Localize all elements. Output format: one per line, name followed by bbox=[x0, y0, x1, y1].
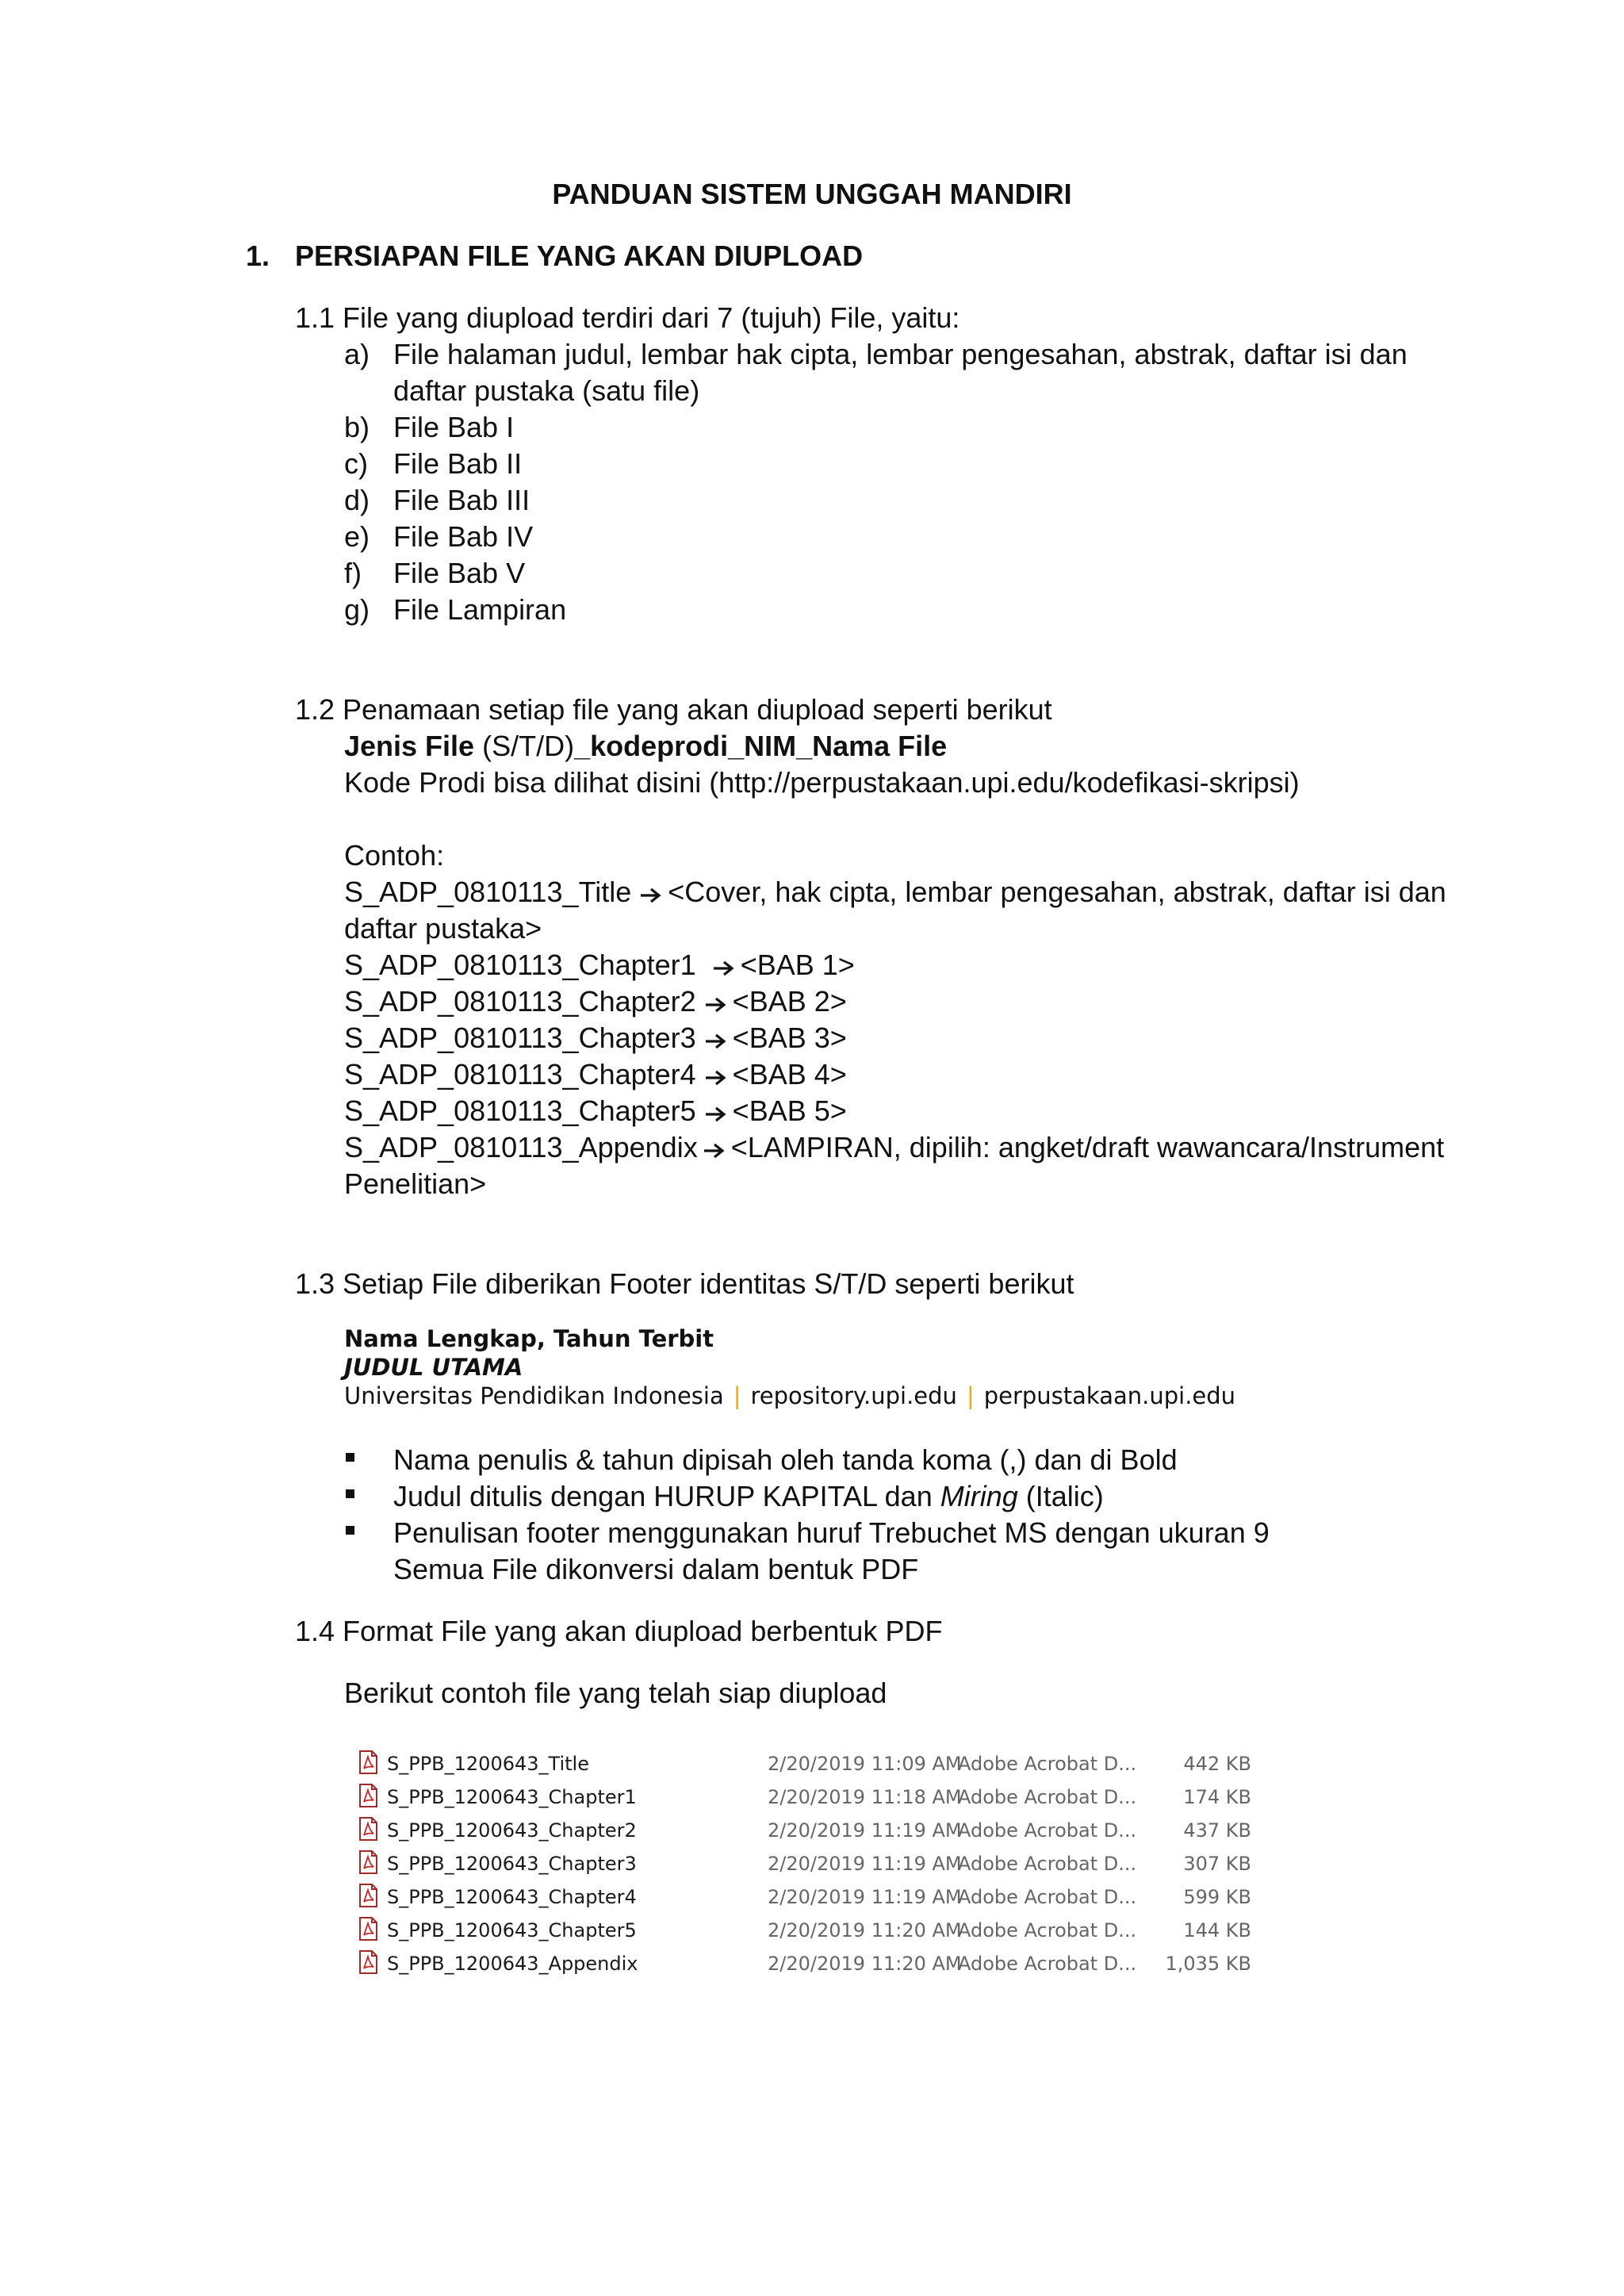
file-date: 2/20/2019 11:20 AM bbox=[768, 1919, 962, 1941]
bullet-item: Nama penulis & tahun dipisah oleh tanda koma (,) dan di Bold bbox=[393, 1443, 1178, 1476]
file-date: 2/20/2019 11:19 AM bbox=[768, 1886, 962, 1908]
example-filename: S_ADP_0810113_Chapter2 bbox=[344, 985, 696, 1018]
file-row[interactable] bbox=[354, 1846, 1266, 1880]
list-marker: e) bbox=[344, 520, 370, 553]
file-name: S_PPB_1200643_Appendix bbox=[387, 1953, 638, 1975]
list-marker: b) bbox=[344, 411, 370, 443]
example-row bbox=[344, 1056, 847, 1093]
file-date: 2/20/2019 11:18 AM bbox=[768, 1786, 962, 1808]
file-size: 174 KB bbox=[1183, 1786, 1251, 1808]
footer-sample-library: perpustakaan.upi.edu bbox=[983, 1382, 1236, 1409]
file-size: 307 KB bbox=[1183, 1853, 1251, 1875]
list-item: File Bab IV bbox=[393, 520, 534, 553]
list-item: File Lampiran bbox=[393, 593, 567, 626]
square-bullet-icon bbox=[346, 1453, 354, 1462]
section-number: 1. bbox=[246, 240, 270, 272]
footer-sample-author-year: Nama Lengkap, Tahun Terbit bbox=[344, 1325, 714, 1352]
bullet-text-italic: Miring bbox=[940, 1480, 1018, 1512]
footer-sample-separator: | bbox=[733, 1382, 741, 1409]
example-filename: S_ADP_0810113_Title bbox=[344, 876, 632, 908]
bullet-text: (Italic) bbox=[1017, 1480, 1104, 1512]
file-size: 437 KB bbox=[1183, 1819, 1251, 1842]
pdf-file-icon bbox=[355, 1816, 381, 1842]
list-marker: c) bbox=[344, 447, 368, 480]
file-date: 2/20/2019 11:19 AM bbox=[768, 1819, 962, 1842]
file-type: Adobe Acrobat D... bbox=[958, 1953, 1137, 1975]
file-row[interactable] bbox=[354, 1946, 1266, 1980]
file-name: S_PPB_1200643_Chapter1 bbox=[387, 1786, 637, 1808]
square-bullet-icon bbox=[346, 1489, 354, 1498]
page-title: PANDUAN SISTEM UNGGAH MANDIRI bbox=[552, 178, 1072, 210]
example-filename: S_ADP_0810113_Chapter4 bbox=[344, 1058, 696, 1091]
contoh-label: Contoh: bbox=[344, 839, 445, 872]
example-description: <BAB 3> bbox=[732, 1022, 847, 1054]
list-item: File halaman judul, lembar hak cipta, lembar pengesahan, abstrak, daftar isi dan bbox=[393, 338, 1408, 370]
list-marker: f) bbox=[344, 557, 362, 589]
subsection-1-2-intro: 1.2 Penamaan setiap file yang akan diupload seperti berikut bbox=[295, 693, 1052, 726]
example-description: <LAMPIRAN, dipilih: angket/draft wawancara/Instrument bbox=[730, 1131, 1445, 1163]
pdf-file-icon bbox=[355, 1883, 381, 1908]
list-item-continuation: daftar pustaka (satu file) bbox=[393, 374, 700, 407]
arrow-right-icon bbox=[704, 1032, 728, 1051]
arrow-right-icon bbox=[704, 1105, 728, 1124]
naming-format-normal: (S/T/D) bbox=[474, 730, 575, 762]
footer-sample-institution-line bbox=[344, 1382, 1296, 1410]
file-example-label: Berikut contoh file yang telah siap diupload bbox=[344, 1677, 887, 1709]
naming-format-bold-a: Jenis File bbox=[344, 730, 475, 762]
file-type: Adobe Acrobat D... bbox=[958, 1753, 1137, 1775]
footer-sample bbox=[344, 1324, 1296, 1410]
arrow-right-icon bbox=[703, 1141, 726, 1160]
file-size: 144 KB bbox=[1183, 1919, 1251, 1941]
arrow-right-icon bbox=[712, 959, 736, 978]
file-row[interactable] bbox=[354, 1746, 1266, 1780]
file-name: S_PPB_1200643_Chapter2 bbox=[387, 1819, 637, 1842]
section-heading: PERSIAPAN FILE YANG AKAN DIUPLOAD bbox=[295, 240, 864, 272]
bullet-item-continuation: Semua File dikonversi dalam bentuk PDF bbox=[393, 1553, 919, 1585]
list-marker: a) bbox=[344, 338, 370, 370]
footer-sample-repository: repository.upi.edu bbox=[750, 1382, 957, 1409]
naming-format-bold-b: _kodeprodi_NIM_Nama File bbox=[574, 730, 948, 762]
example-description: <BAB 4> bbox=[732, 1058, 847, 1091]
example-filename: S_ADP_0810113_Chapter3 bbox=[344, 1022, 696, 1054]
example-row bbox=[344, 1093, 847, 1129]
example-filename: S_ADP_0810113_Chapter1 bbox=[344, 949, 704, 981]
file-type: Adobe Acrobat D... bbox=[958, 1919, 1137, 1941]
list-item: File Bab I bbox=[393, 411, 515, 443]
file-type: Adobe Acrobat D... bbox=[958, 1853, 1137, 1875]
list-item: File Bab V bbox=[393, 557, 526, 589]
example-description: <BAB 2> bbox=[732, 985, 847, 1018]
footer-sample-title: JUDUL UTAMA bbox=[344, 1354, 523, 1381]
file-size: 442 KB bbox=[1183, 1753, 1251, 1775]
file-date: 2/20/2019 11:19 AM bbox=[768, 1853, 962, 1875]
arrow-right-icon bbox=[639, 886, 663, 905]
example-row bbox=[344, 947, 855, 983]
bullet-item: Penulisan footer menggunakan huruf Trebuchet MS dengan ukuran 9 bbox=[393, 1516, 1270, 1549]
example-filename: S_ADP_0810113_Chapter5 bbox=[344, 1094, 696, 1127]
example-continuation: daftar pustaka> bbox=[344, 912, 542, 945]
file-type: Adobe Acrobat D... bbox=[958, 1886, 1137, 1908]
kode-prodi-note: Kode Prodi bisa dilihat disini (http://perpustakaan.upi.edu/kodefikasi-skripsi) bbox=[344, 766, 1300, 799]
file-row[interactable] bbox=[354, 1913, 1266, 1946]
subsection-1-3-intro: 1.3 Setiap File diberikan Footer identitas S/T/D seperti berikut bbox=[295, 1267, 1074, 1300]
list-marker: g) bbox=[344, 593, 370, 626]
bullet-item bbox=[393, 1478, 1104, 1515]
example-description: <BAB 1> bbox=[740, 949, 855, 981]
file-date: 2/20/2019 11:20 AM bbox=[768, 1953, 962, 1975]
pdf-file-icon bbox=[355, 1750, 381, 1775]
example-row bbox=[344, 1020, 847, 1056]
pdf-file-icon bbox=[355, 1916, 381, 1941]
subsection-1-1-intro: 1.1 File yang diupload terdiri dari 7 (tujuh) File, yaitu: bbox=[295, 301, 960, 334]
example-filename: S_ADP_0810113_Appendix bbox=[344, 1131, 698, 1163]
footer-sample-university: Universitas Pendidikan Indonesia bbox=[344, 1382, 724, 1409]
example-row bbox=[344, 1129, 1444, 1166]
list-item: File Bab III bbox=[393, 484, 530, 516]
file-size: 1,035 KB bbox=[1165, 1953, 1251, 1975]
file-name: S_PPB_1200643_Title bbox=[387, 1753, 589, 1775]
example-description: <BAB 5> bbox=[732, 1094, 847, 1127]
square-bullet-icon bbox=[346, 1526, 354, 1535]
file-type: Adobe Acrobat D... bbox=[958, 1819, 1137, 1842]
arrow-right-icon bbox=[704, 995, 728, 1014]
list-marker: d) bbox=[344, 484, 370, 516]
example-continuation: Penelitian> bbox=[344, 1167, 487, 1200]
file-name: S_PPB_1200643_Chapter3 bbox=[387, 1853, 637, 1875]
file-name: S_PPB_1200643_Chapter4 bbox=[387, 1886, 637, 1908]
pdf-file-icon bbox=[355, 1949, 381, 1975]
example-row bbox=[344, 983, 847, 1020]
example-row bbox=[344, 874, 1446, 910]
example-description: <Cover, hak cipta, lembar pengesahan, abstrak, daftar isi dan bbox=[668, 876, 1446, 908]
file-name: S_PPB_1200643_Chapter5 bbox=[387, 1919, 637, 1941]
file-row[interactable] bbox=[354, 1780, 1266, 1813]
bullet-text: Judul ditulis dengan HURUP KAPITAL dan bbox=[393, 1480, 940, 1512]
list-item: File Bab II bbox=[393, 447, 523, 480]
file-size: 599 KB bbox=[1183, 1886, 1251, 1908]
file-list bbox=[354, 1746, 1266, 1980]
pdf-file-icon bbox=[355, 1783, 381, 1808]
file-row[interactable] bbox=[354, 1813, 1266, 1846]
footer-sample-separator: | bbox=[966, 1382, 975, 1409]
naming-format bbox=[344, 728, 947, 765]
pdf-file-icon bbox=[355, 1849, 381, 1875]
file-type: Adobe Acrobat D... bbox=[958, 1786, 1137, 1808]
file-row[interactable] bbox=[354, 1880, 1266, 1913]
file-date: 2/20/2019 11:09 AM bbox=[768, 1753, 962, 1775]
arrow-right-icon bbox=[704, 1068, 728, 1087]
subsection-1-4-intro: 1.4 Format File yang akan diupload berbentuk PDF bbox=[295, 1615, 943, 1647]
